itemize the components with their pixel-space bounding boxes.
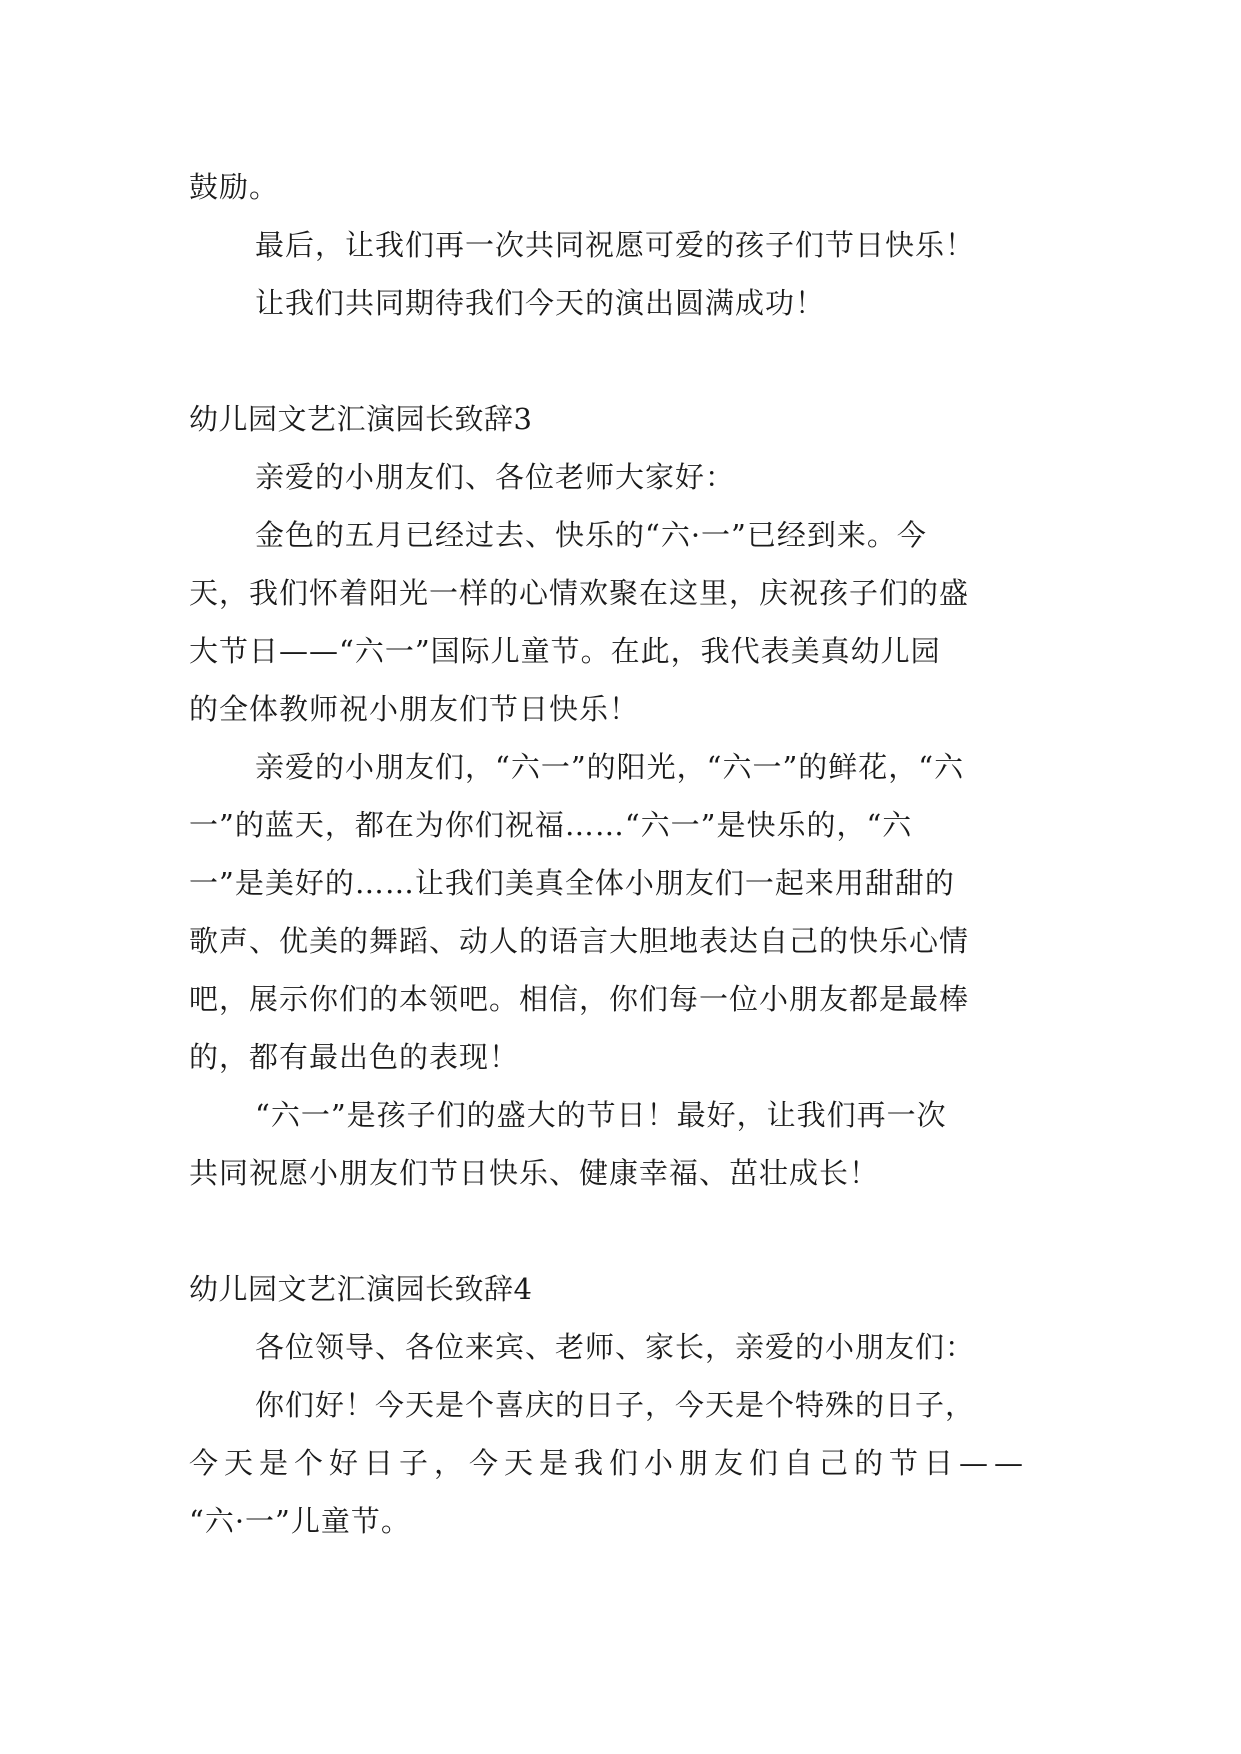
- paragraph-line: 一”是美好的……让我们美真全体小朋友们一起来用甜甜的: [189, 866, 955, 900]
- paragraph-line: 亲爱的小朋友们、各位老师大家好：: [255, 460, 736, 494]
- paragraph-line: 让我们共同期待我们今天的演出圆满成功！: [255, 286, 826, 320]
- paragraph-gap: [189, 332, 1051, 390]
- paragraph-line: 的全体教师祝小朋友们节日快乐！: [189, 692, 640, 726]
- paragraph-line: 各位领导、各位来宾、老师、家长，亲爱的小朋友们：: [255, 1330, 976, 1364]
- paragraph-line: 亲爱的小朋友们，“六一”的阳光，“六一”的鲜花，“六: [255, 750, 965, 784]
- paragraph-line: 你们好！今天是个喜庆的日子，今天是个特殊的日子，: [255, 1388, 976, 1422]
- document-page: [189, 158, 1051, 1550]
- paragraph-line: 今天是个好日子，今天是我们小朋友们自己的节日——: [189, 1446, 1030, 1480]
- paragraph-gap: [189, 1202, 1051, 1260]
- paragraph-line: 共同祝愿小朋友们节日快乐、健康幸福、茁壮成长！: [189, 1156, 880, 1190]
- paragraph-line: 最后，让我们再一次共同祝愿可爱的孩子们节日快乐！: [255, 228, 976, 262]
- paragraph-line: 歌声、优美的舞蹈、动人的语言大胆地表达自己的快乐心情: [189, 924, 970, 958]
- section-title: 幼儿园文艺汇演园长致辞3: [189, 402, 533, 436]
- paragraph-line: “六·一”儿童节。: [189, 1504, 411, 1538]
- paragraph-line: 大节日——“六一”国际儿童节。在此，我代表美真幼儿园: [189, 634, 941, 668]
- paragraph-line: 吧，展示你们的本领吧。相信，你们每一位小朋友都是最棒: [189, 982, 970, 1016]
- paragraph-line: “六一”是孩子们的盛大的节日！最好，让我们再一次: [255, 1098, 947, 1132]
- paragraph-line: 的，都有最出色的表现！: [189, 1040, 520, 1074]
- paragraph-line: 鼓励。: [189, 170, 280, 204]
- paragraph-line: 一”的蓝天，都在为你们祝福……“六一”是快乐的，“六: [189, 808, 913, 842]
- paragraph-line: 天，我们怀着阳光一样的心情欢聚在这里，庆祝孩子们的盛: [189, 576, 970, 610]
- section-title: 幼儿园文艺汇演园长致辞4: [189, 1272, 533, 1306]
- paragraph-line: 金色的五月已经过去、快乐的“六·一”已经到来。今: [255, 518, 927, 552]
